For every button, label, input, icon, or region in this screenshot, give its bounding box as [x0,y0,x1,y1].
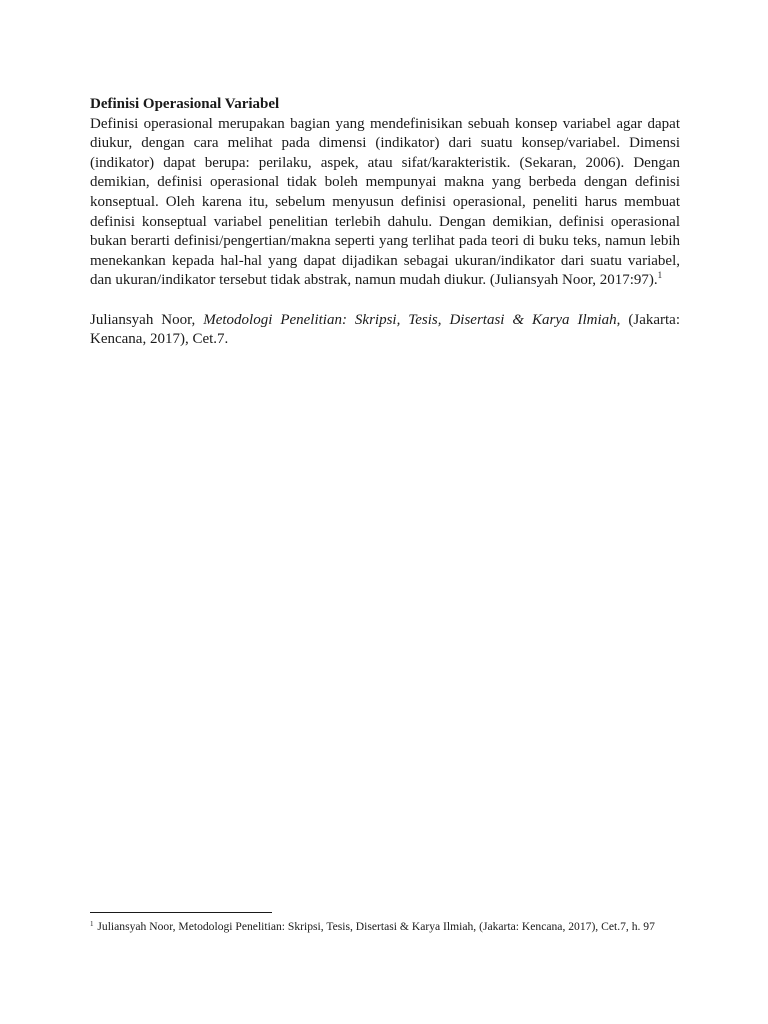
footnote-number: 1 [90,920,94,928]
reference-publication: , (Jakarta: Kencana, 2017), Cet.7. [90,311,680,348]
footnote-text: Juliansyah Noor, Metodologi Penelitian: Skripsi, Tesis, Disertasi & Karya Ilmiah, (Jakarta: Kencana, 2017), Cet.7, h. 97 [94,920,655,933]
section-heading: Definisi Operasional Variabel [90,96,280,112]
body-text: Definisi operasional merupakan bagian yang mendefinisikan sebuah konsep variabel agar dapat diukur, dengan cara melihat pada dimensi (indikator) dari suatu konsep/variabel. Dimensi (indikator) dapat berupa: perilaku, aspek, atau sifat/karakteristik. (Sekaran, 2006). Dengan demikian, definisi operasional tidak boleh mempunyai makna yang berbeda dengan definisi konseptual. Oleh karena itu, sebelum menyusun definisi operasional, peneliti harus membuat definisi konseptual variabel penelitian terlebih dahulu. Dengan demikian, definisi operasional bukan berarti definisi/pengertian/makna seperti yang terlihat pada teori di buku teks, namun lebih menekankan kepada hal-hal yang dapat dijadikan sebagai ukuran/indikator dari suatu variabel, dan ukuran/indikator tersebut tidak abstrak, namun mudah diukur. (Juliansyah Noor, 2017:97). [90,115,680,289]
footnote-section [90,912,680,934]
reference-author: Juliansyah Noor, [90,311,204,328]
footnote-divider [90,912,272,913]
reference-citation [90,311,680,350]
reference-title: Metodologi Penelitian: Skripsi, Tesis, Disertasi & Karya Ilmiah [203,311,617,328]
footnote-reference-marker[interactable]: 1 [657,270,663,281]
body-paragraph [90,115,680,291]
main-content [90,95,680,350]
footnote [90,919,680,934]
